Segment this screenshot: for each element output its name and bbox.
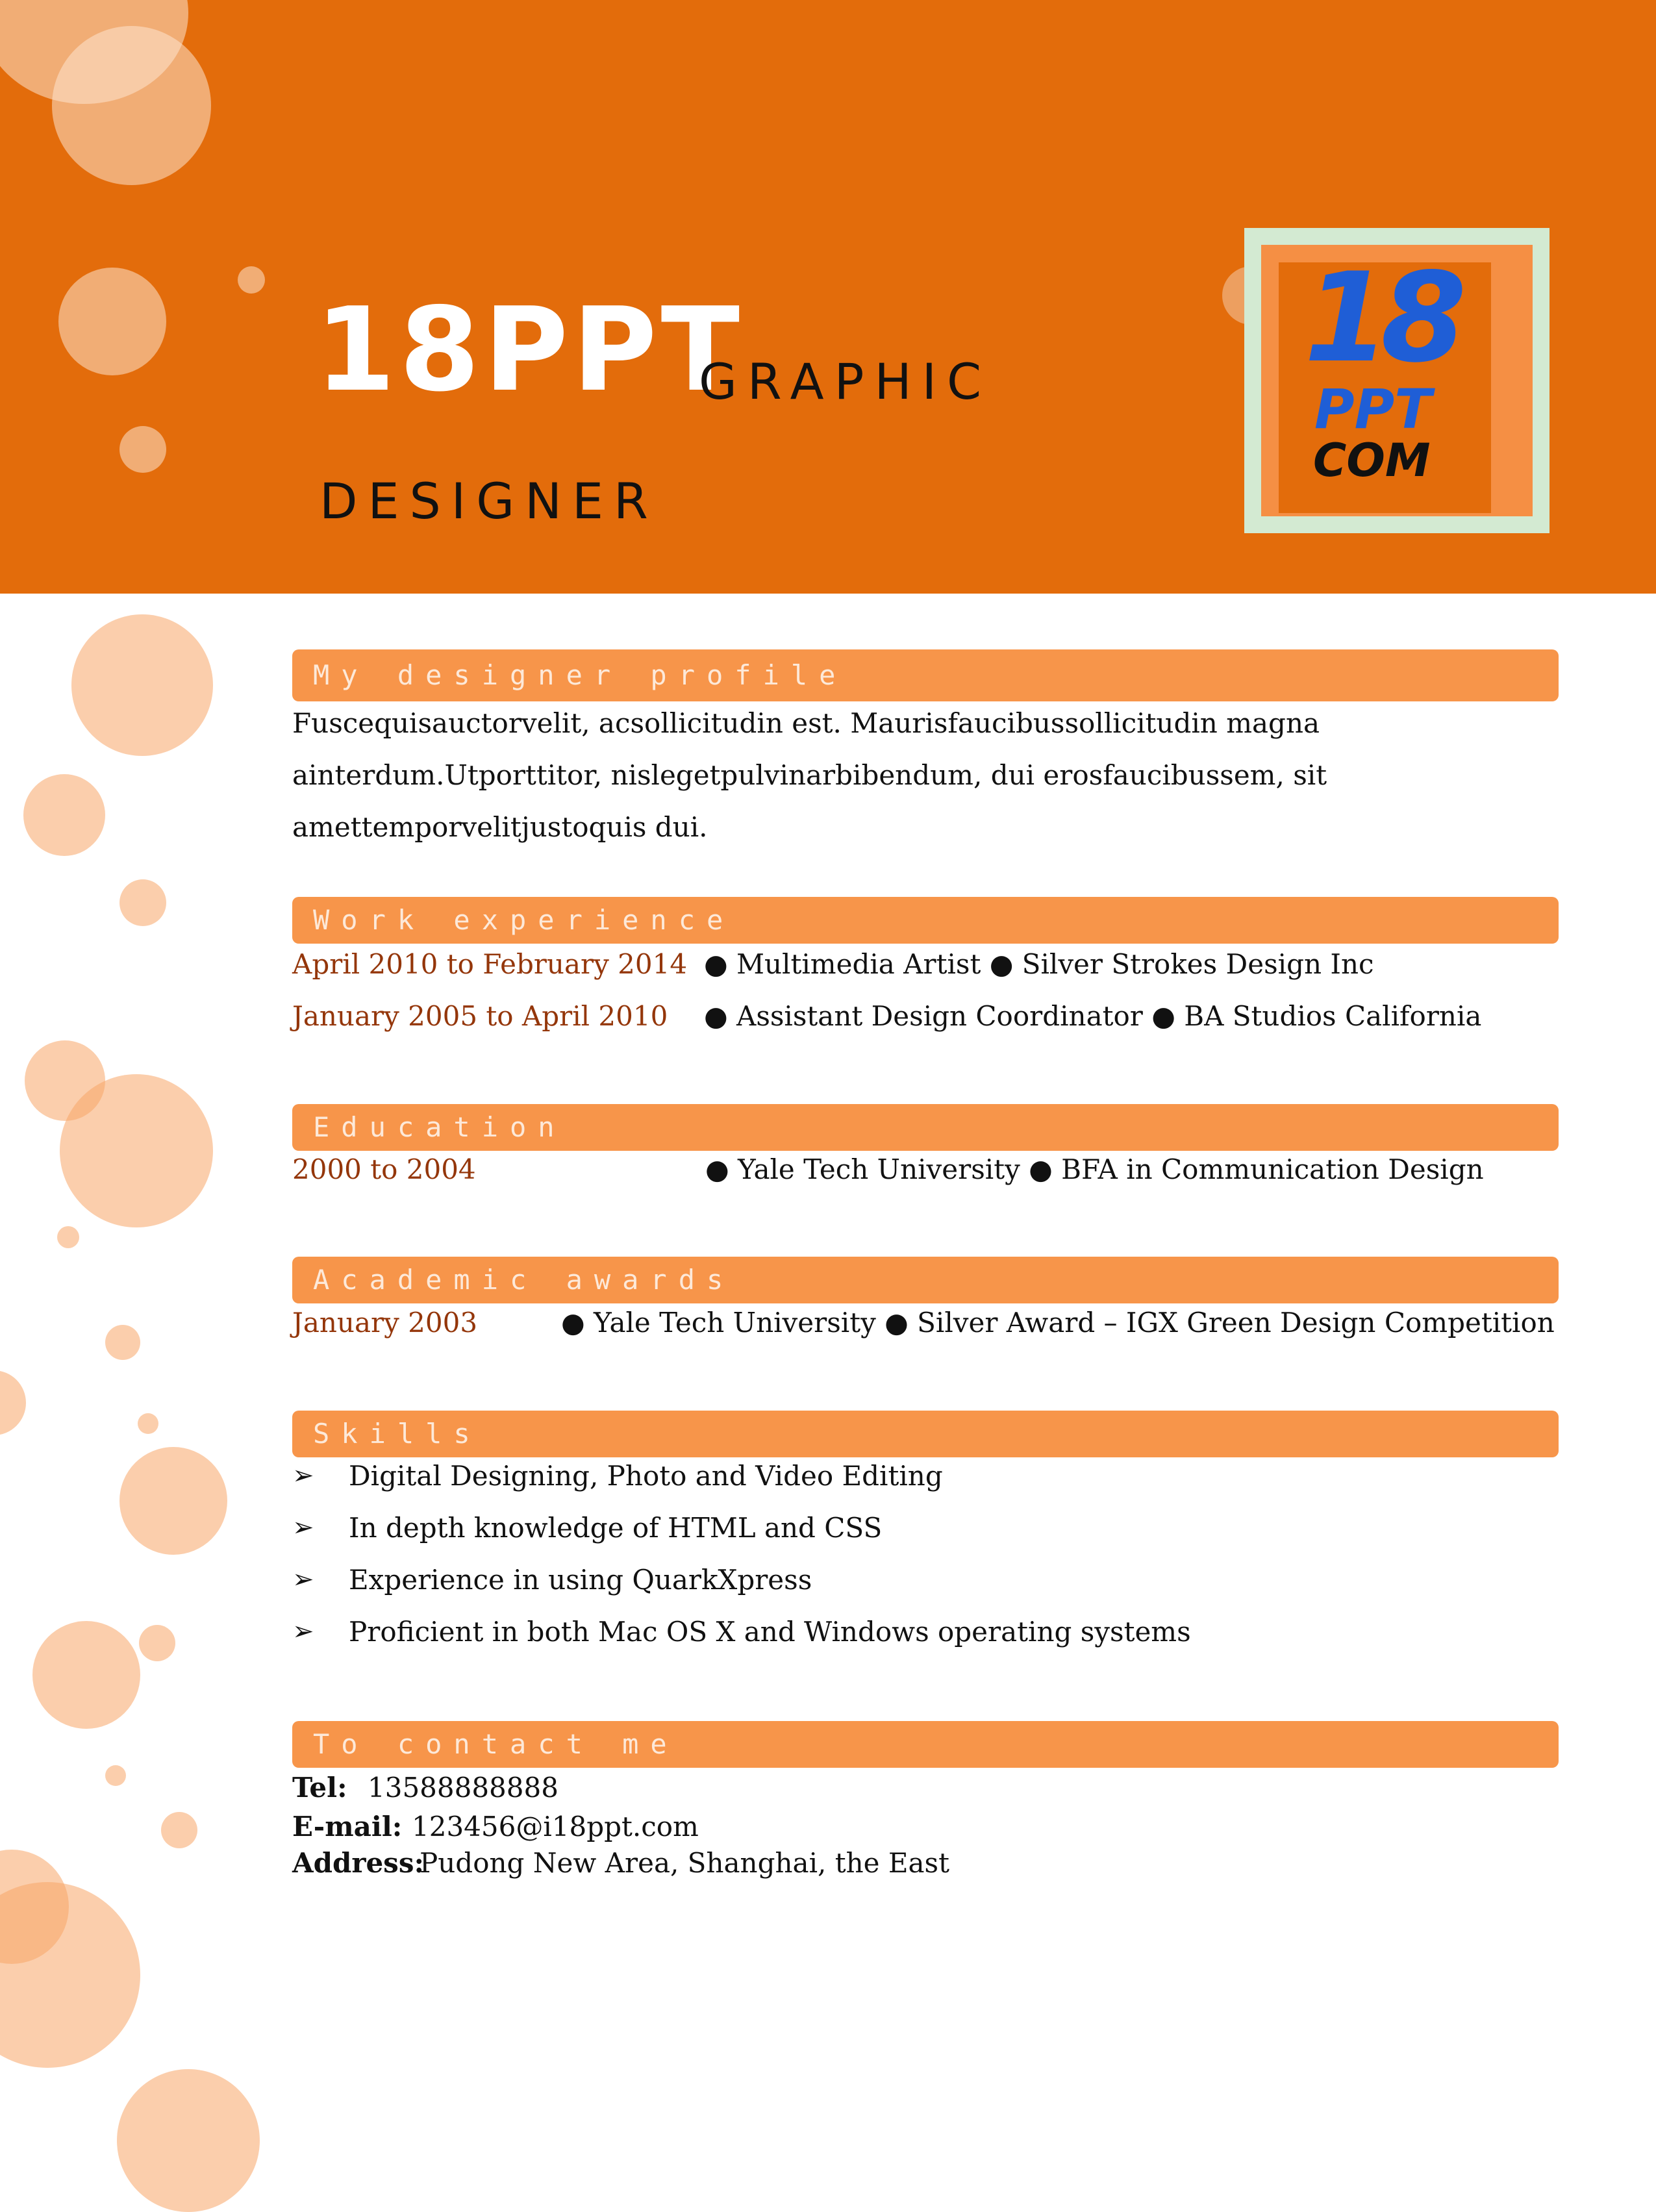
decorative-bubble [71,614,213,756]
logo-number: 18 [1304,246,1458,390]
profile-line: Fuscequisauctorvelit, acsollicitudin est. Maurisfaucibussollicitudin magna [292,707,1320,739]
decorative-bubble [117,2069,260,2212]
award-date: January 2003 [292,1307,478,1339]
arrow-bullet-icon: ➢ [292,1513,314,1542]
decorative-bubble [57,1226,79,1248]
tel-value: 13588888888 [368,1772,558,1804]
name-title: 18PPT [315,283,744,417]
tel-label: Tel: [292,1772,347,1804]
work-detail: ● Assistant Design Coordinator ● BA Studios California [704,1000,1482,1032]
profile-line: amettemporvelitjustoquis dui. [292,811,708,843]
section-heading-contact: To contact me [292,1721,1559,1768]
email-value: 123456@i18ppt.com [412,1811,699,1842]
work-detail: ● Multimedia Artist ● Silver Strokes Design Inc [704,948,1374,980]
decorative-bubble [23,774,105,856]
skill-item: Experience in using QuarkXpress [349,1564,812,1596]
decorative-bubble [119,426,166,473]
skill-item: Proficient in both Mac OS X and Windows operating systems [349,1616,1191,1648]
job-title-line1: GRAPHIC [699,353,992,410]
skill-item: In depth knowledge of HTML and CSS [349,1512,883,1544]
decorative-bubble [139,1625,175,1661]
section-heading-work: Work experience [292,897,1559,944]
decorative-bubble [52,26,211,185]
decorative-bubble [105,1325,140,1360]
job-title-line2: DESIGNER [320,472,659,530]
logo-text-ppt: PPT [1314,377,1432,441]
decorative-bubble [238,266,265,294]
logo-text-com: COM [1313,434,1431,487]
decorative-bubble [0,1370,26,1435]
work-date: April 2010 to February 2014 [292,948,688,980]
education-detail: ● Yale Tech University ● BFA in Communication Design [705,1153,1484,1185]
address-value: Pudong New Area, Shanghai, the East [420,1847,949,1879]
decorative-bubble [0,1882,140,2068]
decorative-bubble [119,1447,227,1555]
arrow-bullet-icon: ➢ [292,1616,314,1646]
profile-line: ainterdum.Utporttitor, nislegetpulvinarbibendum, dui erosfaucibussem, sit [292,759,1327,791]
decorative-bubble [138,1413,158,1434]
work-date: January 2005 to April 2010 [292,1000,668,1032]
skill-item: Digital Designing, Photo and Video Editing [349,1460,943,1492]
decorative-bubble [58,268,166,375]
award-detail: ● Yale Tech University ● Silver Award – IGX Green Design Competition [561,1307,1555,1339]
decorative-bubble [60,1074,213,1227]
section-heading-skills: Skills [292,1411,1559,1457]
decorative-bubble [161,1812,197,1848]
section-heading-education: Education [292,1104,1559,1151]
section-heading-awards: Academic awards [292,1257,1559,1303]
section-heading-profile: My designer profile [292,649,1559,701]
education-date: 2000 to 2004 [292,1153,476,1185]
arrow-bullet-icon: ➢ [292,1565,314,1594]
header-banner [0,0,1656,594]
email-label: E-mail: [292,1811,403,1842]
address-label: Address: [292,1847,424,1879]
decorative-bubble [32,1621,140,1729]
decorative-bubble [119,879,166,926]
arrow-bullet-icon: ➢ [292,1461,314,1490]
decorative-bubble [105,1765,126,1786]
